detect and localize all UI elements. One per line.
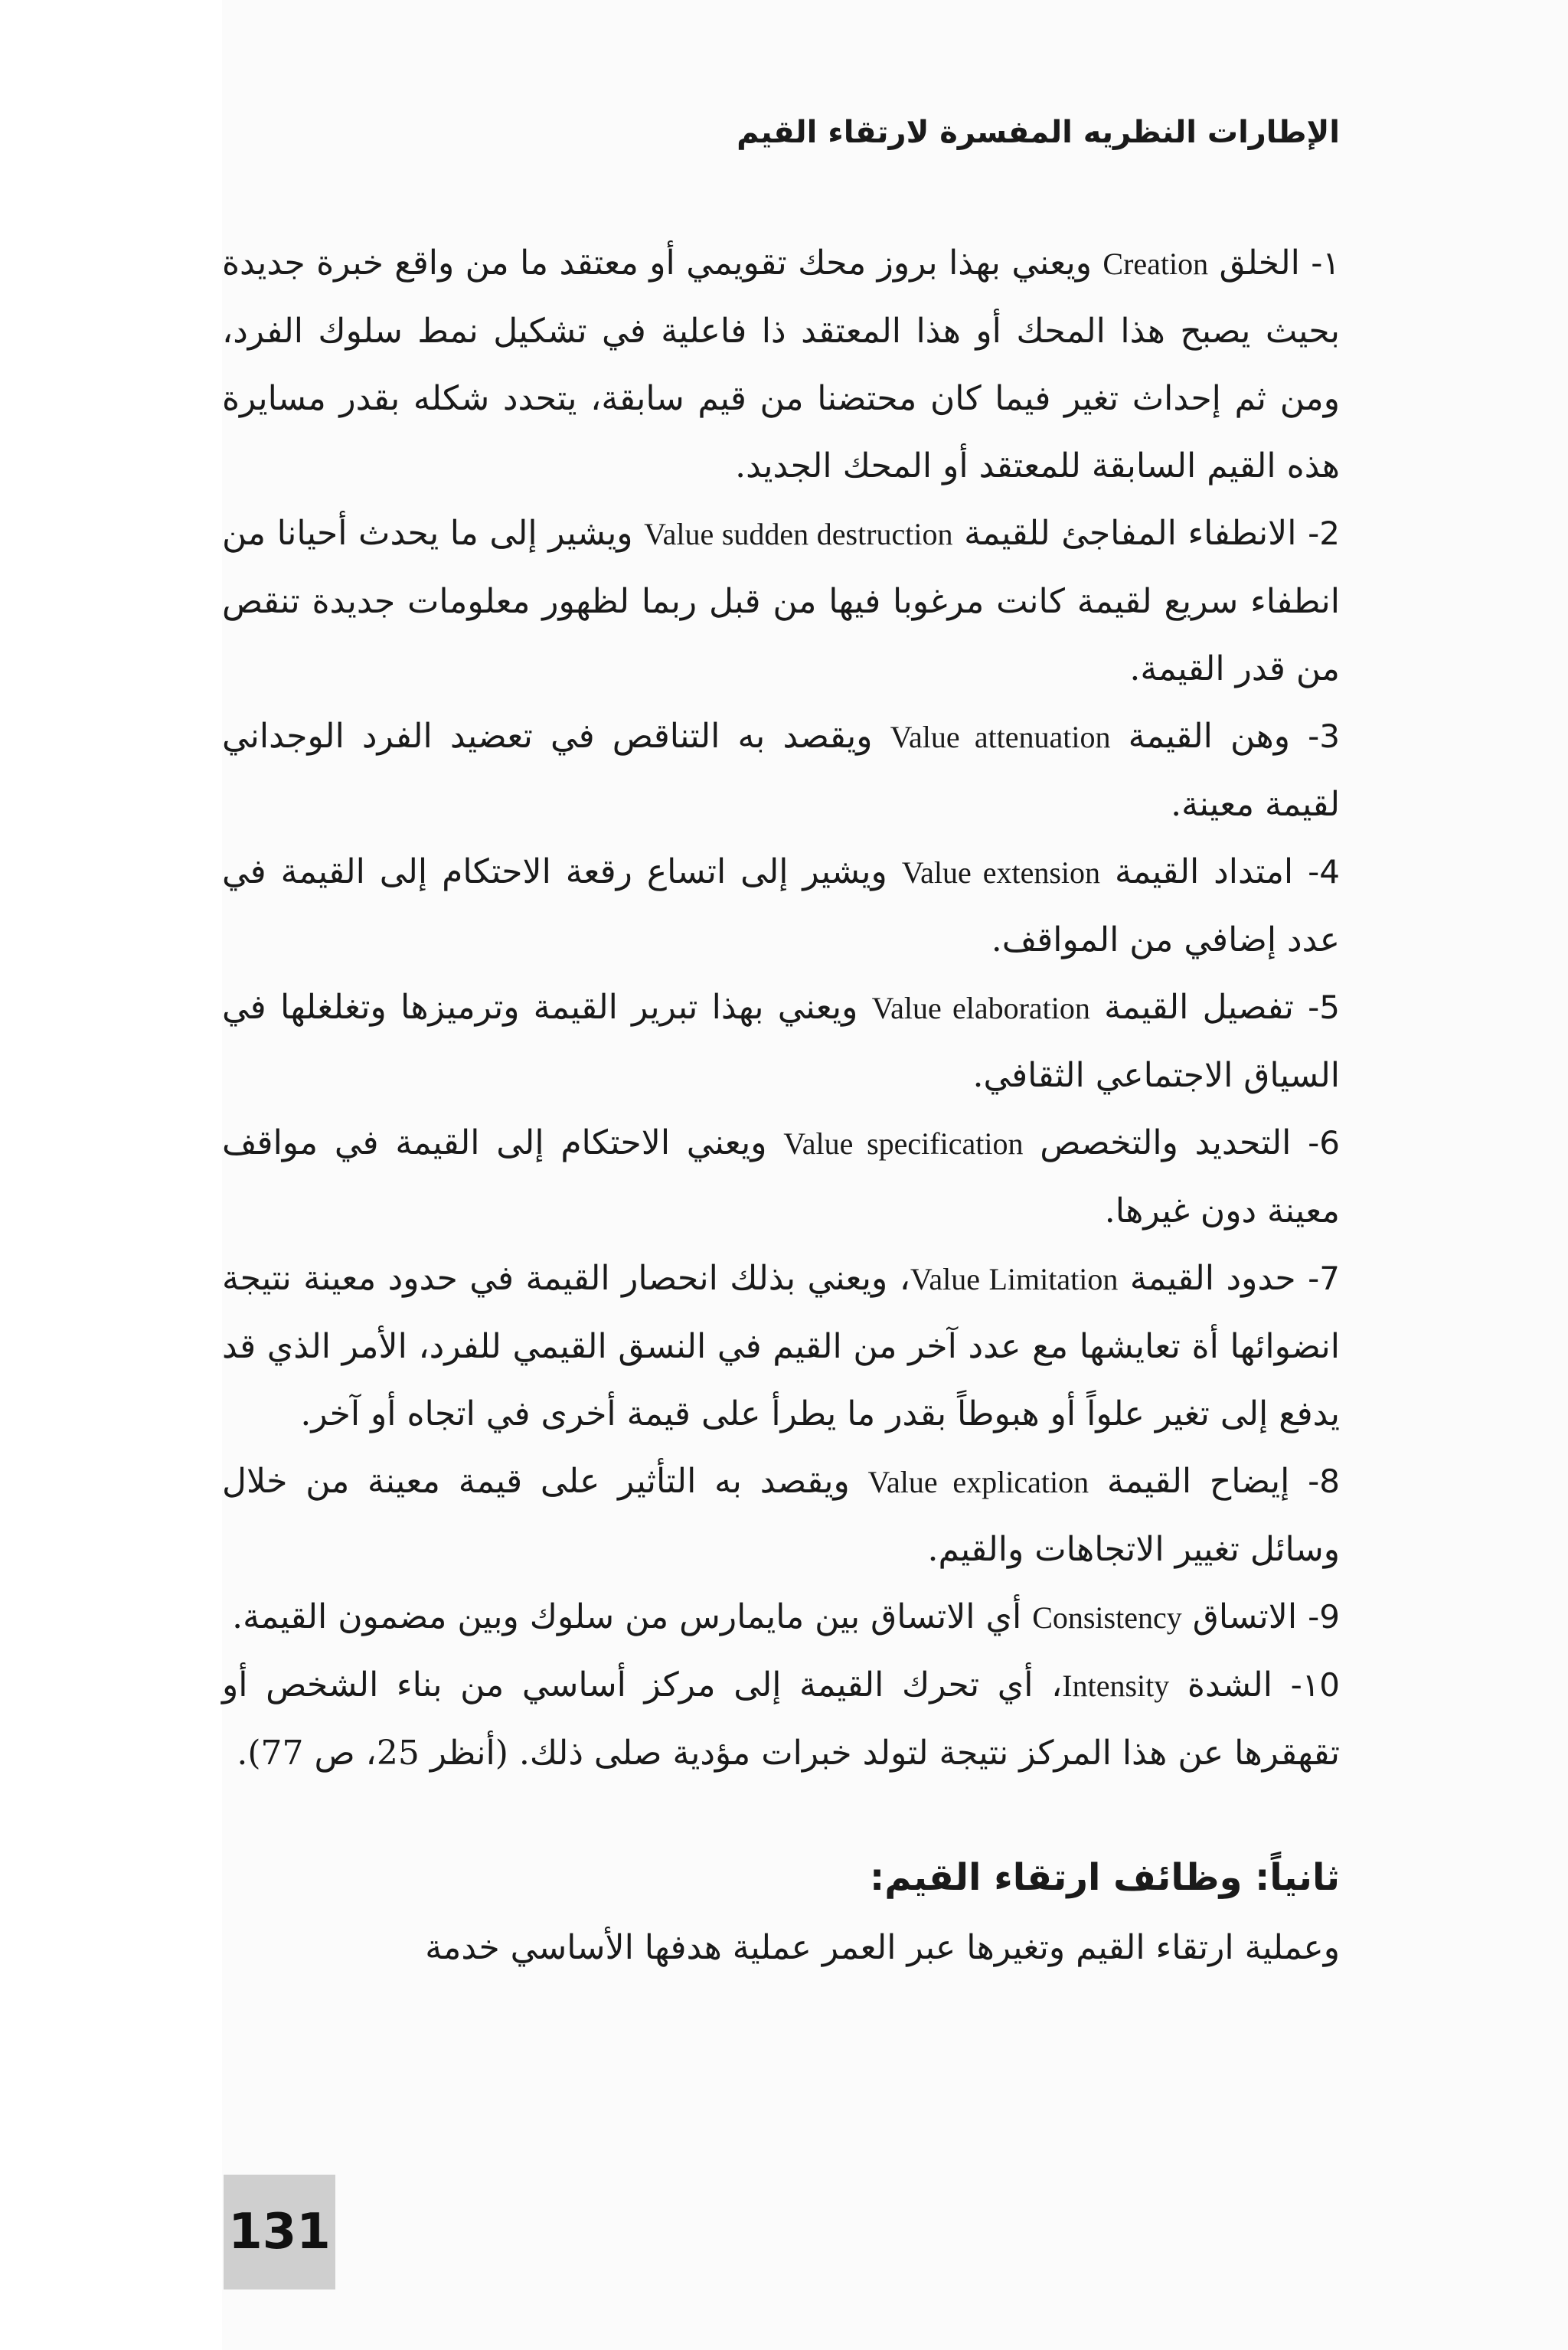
item-number: 8- bbox=[1308, 1463, 1340, 1500]
list-item bbox=[222, 1652, 1340, 1787]
list-item bbox=[222, 500, 1340, 703]
latin-term: Value Limitation bbox=[910, 1262, 1119, 1296]
section-heading: ثانياً: وظائف ارتقاء القيم: bbox=[870, 1856, 1340, 1899]
latin-term: Consistency bbox=[1032, 1600, 1182, 1635]
item-term: امتداد القيمة bbox=[1115, 852, 1294, 891]
item-number: ١0- bbox=[1290, 1666, 1340, 1704]
latin-term: Intensity bbox=[1062, 1669, 1170, 1703]
item-number: 6- bbox=[1308, 1124, 1340, 1162]
item-term: الانطفاء المفاجئ للقيمة bbox=[964, 514, 1297, 553]
item-description: ويشير إلى اتساع رقعة الاحتكام إلى القيمة في عدد إضافي من المواقف. bbox=[222, 852, 1340, 959]
item-term: وهن القيمة bbox=[1128, 717, 1290, 756]
item-number: 2- bbox=[1308, 515, 1340, 552]
item-description: ويعني بهذا بروز محك تقويمي أو معتقد ما من واقع خبرة جديدة بحيث يصبح هذا المحك أو هذا المعتقد ذا فاعلية في تشكيل نمط سلوك الفرد، ومن ثم إحداث تغير فيما كان محتضنا من قيم سابقة، يتحدد شكله بقدر مسايرة هذه القيم السابقة للمعتقد أو المحك الجديد. bbox=[222, 243, 1340, 485]
item-description: ويقصد به التناقص في تعضيد الفرد الوجداني لقيمة معينة. bbox=[222, 717, 1340, 824]
item-description: ، أي تحرك القيمة إلى مركز أساسي من بناء الشخص أو تقهقرها عن هذا المركز نتيجة لتولد خبرات مؤدية صلى ذلك. (أنظر 25، ص 77). bbox=[222, 1665, 1340, 1773]
latin-term: Creation bbox=[1102, 247, 1209, 281]
list-item bbox=[222, 1110, 1340, 1245]
item-term: حدود القيمة bbox=[1129, 1259, 1296, 1298]
section-intro: وعملية ارتقاء القيم وتغيرها عبر العمر عملية هدفها الأساسي خدمة bbox=[425, 1928, 1340, 1967]
page-number-box bbox=[224, 2175, 335, 2290]
item-number: ١- bbox=[1311, 244, 1340, 282]
item-term: الشدة bbox=[1187, 1665, 1272, 1704]
item-term: التحديد والتخصص bbox=[1040, 1123, 1292, 1162]
latin-term: Value explication bbox=[867, 1465, 1089, 1499]
item-number: 9- bbox=[1308, 1598, 1340, 1636]
item-number: 4- bbox=[1308, 853, 1340, 891]
item-number: 7- bbox=[1308, 1260, 1340, 1297]
list-item bbox=[222, 974, 1340, 1110]
list-item bbox=[222, 1245, 1340, 1448]
latin-term: Value extension bbox=[901, 855, 1101, 890]
running-header: الإطارات النظريه المفسرة لارتقاء القيم bbox=[737, 115, 1340, 150]
item-description: ويقصد به التأثير على قيمة معينة من خلال وسائل تغيير الاتجاهات والقيم. bbox=[222, 1462, 1340, 1569]
body-text bbox=[222, 230, 1340, 1982]
item-number: 5- bbox=[1308, 989, 1340, 1026]
item-description: ويعني الاحتكام إلى القيمة في مواقف معينة دون غيرها. bbox=[222, 1123, 1340, 1231]
latin-term: Value specification bbox=[783, 1126, 1024, 1161]
latin-term: Value attenuation bbox=[890, 720, 1111, 754]
item-term: الخلق bbox=[1219, 243, 1300, 283]
page-number: 131 bbox=[228, 2204, 331, 2260]
item-description: ، ويعني بذلك انحصار القيمة في حدود معينة نتيجة انضوائها أة تعايشها مع عدد آخر من القيم في النسق القيمي للفرد، الأمر الذي قد يدفع إلى تغير علواً أو هبوطاً بقدر ما يطرأ على قيمة أخرى في اتجاه أو آخر. bbox=[222, 1259, 1340, 1433]
list-item bbox=[222, 838, 1340, 974]
item-term: إيضاح القيمة bbox=[1106, 1462, 1290, 1501]
latin-term: Value sudden destruction bbox=[644, 517, 953, 551]
item-description: ويشير إلى ما يحدث أحيانا من انطفاء سريع لقيمة كانت مرغوبا فيها من قبل ربما لظهور معلومات جديدة تنقص من قدر القيمة. bbox=[222, 514, 1340, 688]
item-term: تفصيل القيمة bbox=[1104, 988, 1294, 1027]
list-item bbox=[222, 1584, 1340, 1652]
item-term: الاتساق bbox=[1192, 1597, 1298, 1636]
item-description: ويعني بهذا تبرير القيمة وترميزها وتغلغلها في السياق الاجتماعي الثقافي. bbox=[222, 988, 1340, 1095]
latin-term: Value elaboration bbox=[871, 991, 1090, 1025]
page-margin bbox=[0, 0, 222, 2350]
list-item bbox=[222, 1448, 1340, 1584]
item-number: 3- bbox=[1308, 717, 1340, 755]
item-description: أي الاتساق بين مايمارس من سلوك وبين مضمون القيمة. bbox=[232, 1597, 1022, 1636]
list-item bbox=[222, 703, 1340, 838]
list-item bbox=[222, 230, 1340, 500]
